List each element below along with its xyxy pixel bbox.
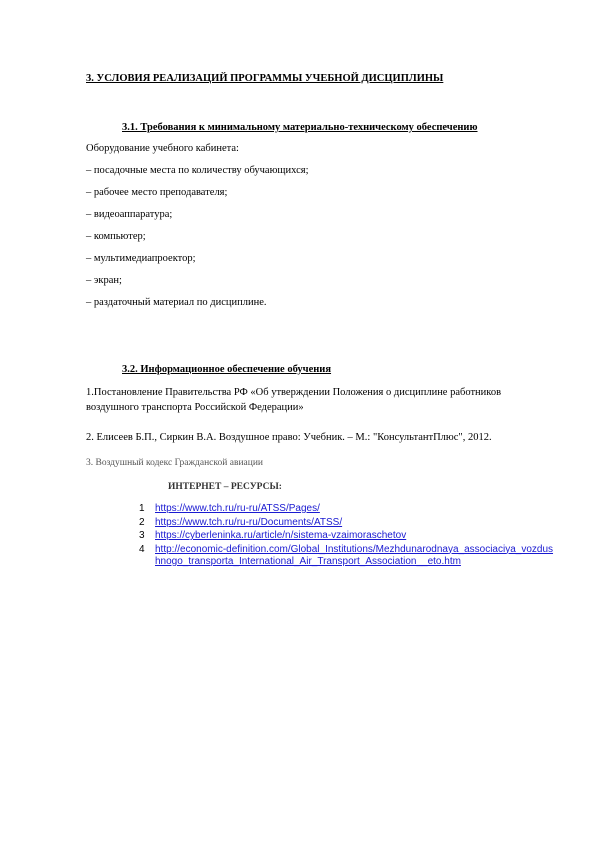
list-number: 4 — [139, 543, 145, 555]
equipment-intro: Оборудование учебного кабинета: — [86, 143, 239, 154]
internet-links-list — [139, 503, 555, 570]
equipment-item: – рабочее место преподавателя; — [86, 187, 228, 198]
link-tch-atss-pages[interactable]: https://www.tch.ru/ru-ru/ATSS/Pages/ — [155, 503, 320, 514]
equipment-item: – видеоаппаратура; — [86, 209, 173, 220]
list-item — [139, 530, 555, 543]
internet-resources-heading: ИНТЕРНЕТ – РЕСУРСЫ: — [168, 482, 282, 492]
link-cyberleninka[interactable]: https://cyberleninka.ru/article/n/sistema-vzaimoraschetov — [155, 530, 407, 541]
source-item: 3. Воздушный кодекс Гражданской авиации — [86, 458, 263, 468]
subsection-title-requirements: 3.1. Требования к минимальному материально-техническому обеспечению — [122, 122, 478, 133]
list-number: 3 — [139, 530, 145, 541]
equipment-item: – посадочные места по количеству обучающихся; — [86, 165, 309, 176]
source-item: 2. Елисеев Б.П., Сиркин В.А. Воздушное право: Учебник. – М.: "КонсультантПлюс", 2012. — [86, 432, 492, 443]
list-item — [139, 543, 555, 569]
list-item — [139, 503, 555, 516]
equipment-item: – экран; — [86, 275, 122, 286]
subsection-title-information: 3.2. Информационное обеспечение обучения — [122, 364, 332, 375]
equipment-item: – компьютер; — [86, 231, 146, 242]
section-title: 3. УСЛОВИЯ РЕАЛИЗАЦИЙ ПРОГРАММЫ УЧЕБНОЙ ДИСЦИПЛИНЫ — [86, 73, 444, 84]
equipment-item: – мультимедиапроектор; — [86, 253, 196, 264]
list-number: 2 — [139, 516, 145, 528]
source-item: 1.Постановление Правительства РФ «Об утверждении Положения о дисциплине работников воздушного транспорта Российской Федерации» — [86, 387, 502, 413]
link-tch-atss-documents[interactable]: https://www.tch.ru/ru-ru/Documents/ATSS/ — [155, 516, 343, 528]
link-economic-definition[interactable]: http://economic-definition.com/Global_Institutions/Mezhdunarodnaya_associaciya_vozdushnogo_transporta_International_Air_Transport_Association__eto.htm — [155, 543, 554, 567]
equipment-item: – раздаточный материал по дисциплине. — [86, 297, 267, 308]
list-number: 1 — [139, 503, 145, 514]
list-item — [139, 516, 555, 530]
